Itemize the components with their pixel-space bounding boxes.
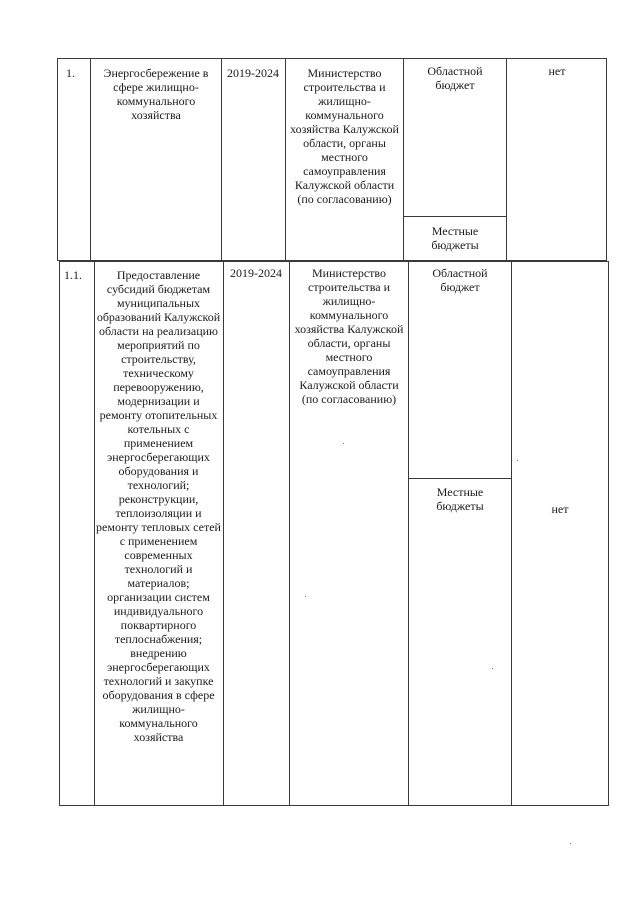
row2-top-border	[59, 261, 608, 262]
row2-col-border-5	[511, 261, 512, 806]
row1-number: 1.	[66, 66, 75, 80]
row1-col-border-0	[57, 58, 58, 261]
row2-col-border-3	[289, 261, 290, 806]
row1-source-regional: Областной бюджет	[427, 64, 483, 92]
row2-col-border-0	[59, 261, 60, 806]
scan-speck	[570, 843, 571, 844]
row2-number: 1.1.	[64, 268, 82, 282]
row2-col-border-4	[408, 261, 409, 806]
scan-speck	[492, 668, 493, 669]
row1-col-border-1	[90, 58, 91, 261]
row2-bottom-border	[59, 805, 608, 806]
scan-speck	[343, 443, 344, 444]
scan-speck	[305, 596, 306, 597]
row2-col-border-1	[94, 261, 95, 806]
row1-col-border-4	[403, 58, 404, 261]
row2-col-border-6	[608, 261, 609, 806]
row1-top-border	[57, 58, 606, 59]
row1-title: Энергосбережение в сфере жилищно-коммунального хозяйства	[103, 66, 209, 122]
row2-value: нет	[551, 502, 569, 516]
row2-executor: Министерство строительства и жилищно-коммунального хозяйства Калужской области, органы местного самоуправления Калужской области (по согласованию)	[294, 266, 404, 406]
row1-period: 2019-2024	[227, 66, 279, 80]
row1-col-border-2	[221, 58, 222, 261]
row1-value: нет	[548, 64, 566, 78]
row2-source-divider	[408, 478, 511, 479]
row2-source-local: Местные бюджеты	[436, 485, 484, 513]
row1-col-border-6	[606, 58, 607, 261]
row2-source-regional: Областной бюджет	[432, 266, 488, 294]
row1-source-divider	[403, 216, 506, 217]
row2-period: 2019-2024	[230, 266, 282, 280]
row1-col-border-5	[506, 58, 507, 261]
row2-col-border-2	[223, 261, 224, 806]
row1-executor: Министерство строительства и жилищно-коммунального хозяйства Калужской области, органы местного самоуправления Калужской области (по согласованию)	[290, 66, 399, 206]
row1-col-border-3	[285, 58, 286, 261]
row2-title: Предоставление субсидий бюджетам муниципальных образований Калужской области на реализацию мероприятий по строительству, техническому перевооружению, модернизации и ремонту отопительных котельных с применением энергосберегающих оборудования и технологий; реконструкции, теплоизоляции и ремонту тепловых сетей с применением современных технологий и материалов; организации систем индивидуального поквартирного теплоснабжения; внедрению энергосберегающих технологий и закупке оборудования в сфере жилищно-коммунального хозяйства	[96, 268, 221, 744]
scan-speck	[517, 460, 518, 461]
row1-source-local: Местные бюджеты	[431, 224, 479, 252]
